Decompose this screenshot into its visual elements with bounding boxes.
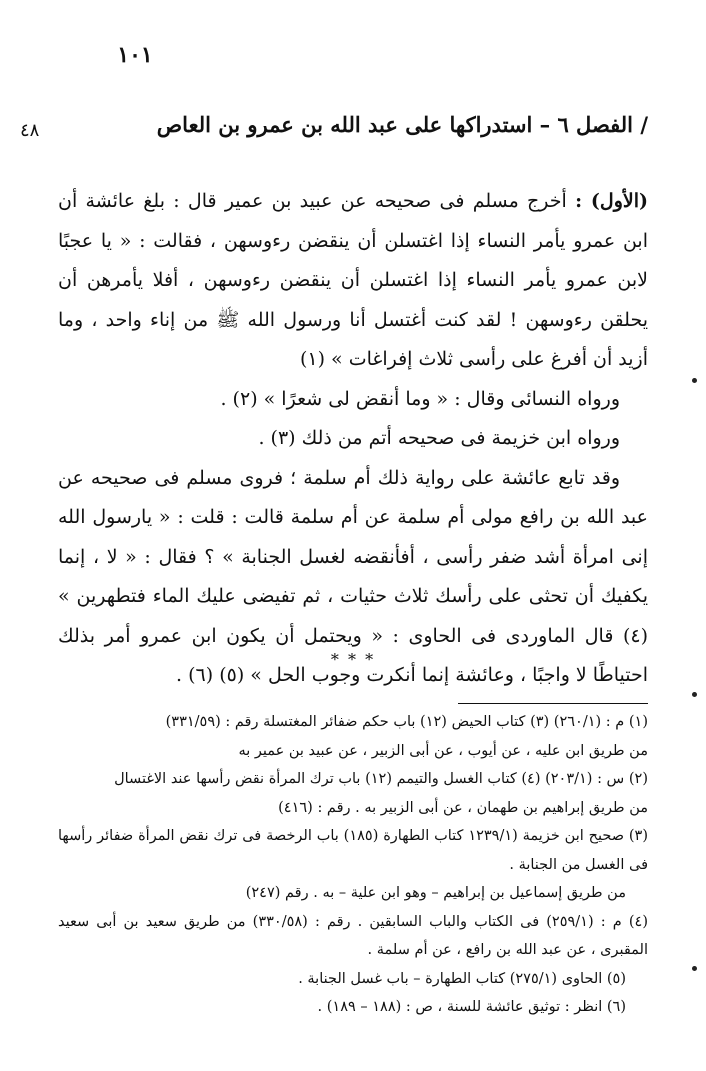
main-text: [58, 182, 648, 696]
footnote: (٤) م : (٢٥٩/١) فى الكتاب والباب السابقين . رقم : (٣٣٠/٥٨) من طريق سعيد بن أبى سعيد المقبرى ، عن عبد الله بن رافع ، عن أم سلمة .: [58, 913, 648, 958]
footnote: من طريق ابن عليه ، عن أيوب ، عن أبى الزبير ، عن عبيد بن عمير به: [238, 742, 648, 759]
margin-dot: [692, 966, 697, 971]
section-separator: * * *: [330, 650, 376, 669]
footnote: من طريق إبراهيم بن طهمان ، عن أبى الزبير به . رقم : (٤١٦): [278, 799, 648, 816]
paragraph-text: أخرج مسلم فى صحيحه عن عبيد بن عمير قال : بلغ عائشة أن ابن عمرو يأمر النساء إذا اغتسلن أن ينقضن رءوسهن ، فقالت : « يا عجبًا لابن عمرو يأمر النساء إذا اغتسلن أن ينقضن رءوسهن ، أفلا يأمرهن أن يحلقن رءوسهن ! لقد كنت أغتسل أنا ورسول الله ﷺ من إناء واحد ، وما أزيد أن أفرغ على رأسى ثلاث إفراغات » (١): [58, 190, 648, 370]
paragraph: ورواه النسائى وقال : « وما أنقض لى شعرًا » (٢) .: [220, 387, 620, 410]
footnote-divider: [458, 703, 648, 704]
paragraph: وقد تابع عائشة على رواية ذلك أم سلمة ؛ فروى مسلم فى صحيحه عن عبد الله بن رافع مولى أم سلمة عن أم سلمة قالت : قلت : « يارسول الله إنى امرأة أشد ضفر رأسى ، أفأنقضه لغسل الجنابة » ؟ فقال : « لا ، إنما يكفيك أن تحثى على رأسك ثلاث حثيات ، ثم تفيضى عليك الماء فتطهرين » (٤) قال الماوردى فى الحاوى : « ويحتمل أن يكون ابن عمرو أمر بذلك احتياطًا لا واجبًا ، وعائشة إنما أنكرت وجوب الحل » (٥) (٦) .: [58, 466, 648, 686]
paragraph: [58, 182, 648, 380]
section-lead: (الأول) :: [575, 190, 648, 212]
footnote: (٦) انظر : توثيق عائشة للسنة ، ص : (١٨٨ – ١٨٩) .: [317, 999, 626, 1015]
side-page-number: ٤٨: [20, 120, 40, 141]
margin-dot: [692, 378, 697, 383]
footnote: (٥) الحاوى (٢٧٥/١) كتاب الطهارة – باب غسل الجنابة .: [298, 970, 626, 987]
footnote: (٢) س : (٢٠٣/١) (٤) كتاب الغسل والتيمم (١٢) باب ترك المرأة نقض رأسها عند الاغتسال: [114, 771, 648, 787]
margin-dot: [692, 692, 697, 697]
footnote: (٣) صحيح ابن خزيمة (١٢٣٩/١ كتاب الطهارة (١٨٥) باب الرخصة فى ترك نقض المرأة ضفائر رأسها فى الغسل من الجنابة .: [58, 828, 649, 873]
footnote: من طريق إسماعيل بن إبراهيم – وهو ابن علية – به . رقم (٢٤٧): [245, 885, 626, 901]
page-number: ١٠١: [117, 42, 153, 68]
footnotes: [58, 708, 648, 1022]
paragraph: ورواه ابن خزيمة فى صحيحه أتم من ذلك (٣) .: [258, 427, 620, 449]
chapter-heading: / الفصل ٦ – استدراكها على عبد الله بن عمرو بن العاص: [156, 112, 648, 137]
footnote: (١) م : (٢٦٠/١) (٣) كتاب الحيض (١٢) باب حكم ضفائر المغتسلة رقم : (٣٣١/٥٩): [165, 714, 648, 730]
